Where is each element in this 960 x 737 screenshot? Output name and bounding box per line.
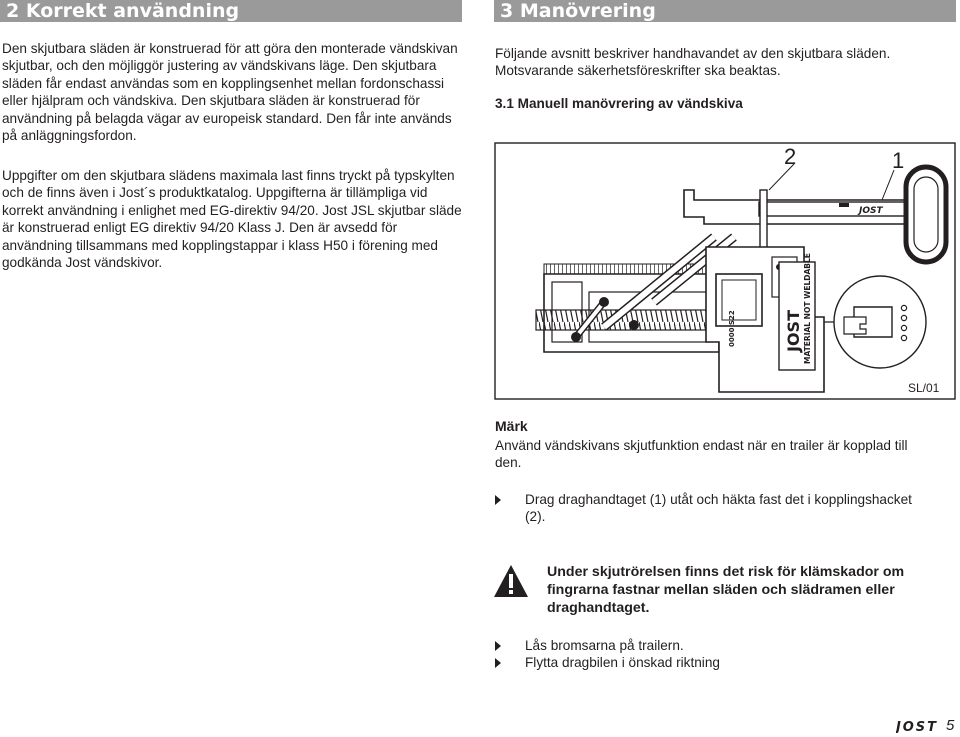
instruction-step-text: Lås bromsarna på trailern. xyxy=(525,638,684,653)
section-heading-right: 3 Manövrering xyxy=(494,0,956,22)
warning-triangle-icon xyxy=(492,563,530,599)
subsection-heading: 3.1 Manuell manövrering av vändskiva xyxy=(495,96,743,111)
instruction-step xyxy=(495,637,935,655)
type-plate-warning-text: MATERIAL NOT WELDABLE xyxy=(803,253,812,364)
handle-brand-text: JOST xyxy=(859,206,883,216)
type-plate-brand-text: JOST xyxy=(784,310,803,352)
warning-text: Under skjutrörelsen finns det risk för klämskador om fingrarna fastnar mellan släden och slädramen eller draghandtaget. xyxy=(547,564,905,616)
section-heading-left: 2 Korrekt användning xyxy=(0,0,462,22)
instruction-step-text: Flytta dragbilen i önskad riktning xyxy=(525,655,720,670)
callout-1: 1 xyxy=(892,148,905,173)
max-load-paragraph: Uppgifter om den skjutbara slädens maximala last finns tryckt på typskylten och de finns även i Jost´s produktkatalog. Uppgifterna är tillämpliga vid korrekt användning i enlighet med EG-direktiv 94/20. Jost JSL skjutbar släde är konstruerad enligt EG direktiv 94/20 Klass J. Den är avsedd för användning tillsammans med kopplingstappar i klass H50 i förening med godkända Jost vändskivor. xyxy=(2,168,462,271)
page-number: 5 xyxy=(946,717,955,734)
jost-logo xyxy=(896,719,938,733)
instruction-step-text: Drag draghandtaget (1) utåt och häkta fast det i kopplingshacket (2). xyxy=(525,492,912,525)
sliding-fifth-wheel-figure xyxy=(494,142,956,400)
instruction-step xyxy=(495,491,935,527)
svg-text:JOST: JOST xyxy=(896,720,936,733)
note-title: Märk xyxy=(495,418,528,434)
instruction-step xyxy=(495,654,935,672)
note-text: Använd vändskivans skjutfunktion endast när en trailer är kopplad till den. xyxy=(495,438,908,471)
bullet-arrow-icon xyxy=(495,495,501,505)
type-plate-number-text: 0000 S22 xyxy=(728,310,736,347)
bullet-arrow-icon xyxy=(495,641,501,651)
callout-2: 2 xyxy=(784,144,797,169)
figure-id: SL/01 xyxy=(908,381,940,395)
operation-intro-paragraph: Följande avsnitt beskriver handhavandet av den skjutbara släden. Motsvarande säkerhetsföreskrifter ska beaktas. xyxy=(495,46,891,79)
bullet-arrow-icon xyxy=(495,658,501,668)
intended-use-paragraph: Den skjutbara släden är konstruerad för att göra den monterade vändskivan skjutbar, och den möjliggör justering av vändskivans läge. Den skjutbara släden får endast användas som en kopplingsenhet mellan fordonschassi eller hjälpram och vändskiva. Den skjutbara släden är konstruerad för användning på belagda vägar av europeisk standard. Den får inte används på anläggningsfordon. xyxy=(2,41,458,144)
